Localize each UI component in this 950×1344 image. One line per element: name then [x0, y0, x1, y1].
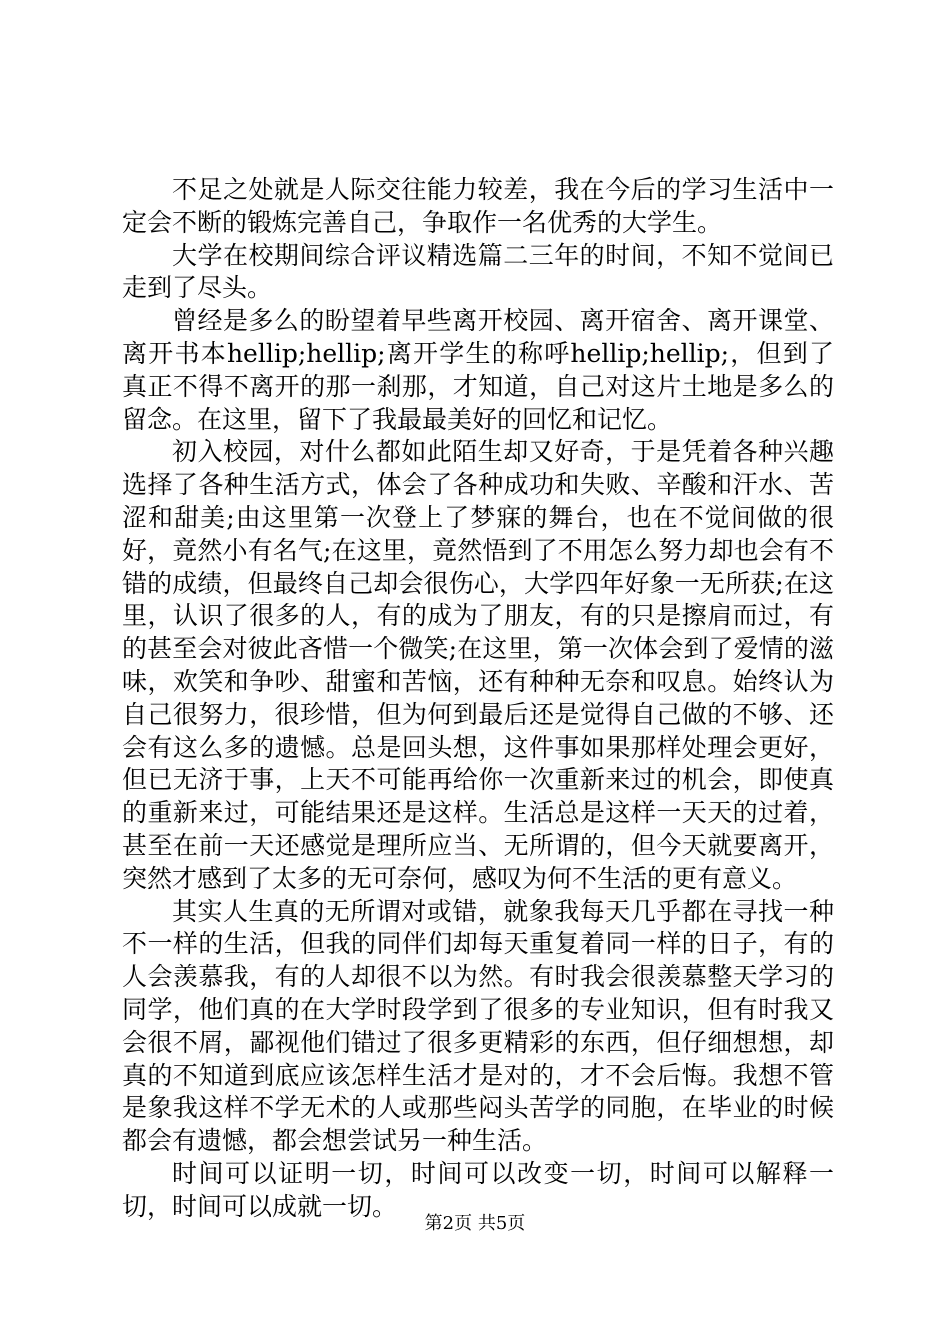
paragraph: 时间可以证明一切，时间可以改变一切，时间可以解释一切，时间可以成就一切。	[122, 1158, 834, 1221]
paragraph: 其实人生真的无所谓对或错，就象我每天几乎都在寻找一种不一样的生活，但我的同伴们却每天重复着同一样的日子，有的人会羡慕我，有的人却很不以为然。有时我会很羡慕整天学习的同学，他们真的在大学时段学到了很多的专业知识，但有时我又会很不屑，鄙视他们错过了很多更精彩的东西，但仔细想想，却真的不知道到底应该怎样生活才是对的，才不会后悔。我想不管是象我这样不学无术的人或那些闷头苦学的同胞，在毕业的时候都会有遗憾，都会想尝试另一种生活。	[122, 896, 834, 1156]
paragraph: 不足之处就是人际交往能力较差，我在今后的学习生活中一定会不断的锻炼完善自己，争取作一名优秀的大学生。	[122, 175, 834, 237]
paragraph: 初入校园，对什么都如此陌生却又好奇，于是凭着各种兴趣选择了各种生活方式，体会了各种成功和失败、辛酸和汗水、苦涩和甜美;由这里第一次登上了梦寐的舞台，也在不觉间做的很好，竟然小有名气;在这里，竟然悟到了不用怎么努力却也会有不错的成绩，但最终自己却会很伤心，大学四年好象一无所获;在这里，认识了很多的人，有的成为了朋友，有的只是擦肩而过，有的甚至会对彼此吝惜一个微笑;在这里，第一次体会到了爱情的滋味，欢笑和争吵、甜蜜和苦恼，还有种种无奈和叹息。始终认为自己很努力，很珍惜，但为何到最后还是觉得自己做的不够、还会有这么多的遗憾。总是回头想，这件事如果那样处理会更好，但已无济于事，上天不可能再给你一次重新来过的机会，即使真的重新来过，可能结果还是这样。生活总是这样一天天的过着，甚至在前一天还感觉是理所应当、无所谓的，但今天就要离开，突然才感到了太多的无可奈何，感叹为何不生活的更有意义。	[122, 437, 834, 893]
page-number: 第2页 共5页	[424, 1213, 526, 1234]
document-body	[122, 174, 834, 1224]
page-footer	[0, 1212, 950, 1236]
paragraph: 曾经是多么的盼望着早些离开校园、离开宿舍、离开课堂、离开书本hellip;hellip;离开学生的称呼hellip;hellip;，但到了真正不得不离开的那一刹那，才知道，自己对这片土地是多么的留念。在这里，留下了我最最美好的回忆和记忆。	[122, 306, 834, 434]
paragraph: 大学在校期间综合评议精选篇二三年的时间，不知不觉间已走到了尽头。	[122, 240, 834, 303]
